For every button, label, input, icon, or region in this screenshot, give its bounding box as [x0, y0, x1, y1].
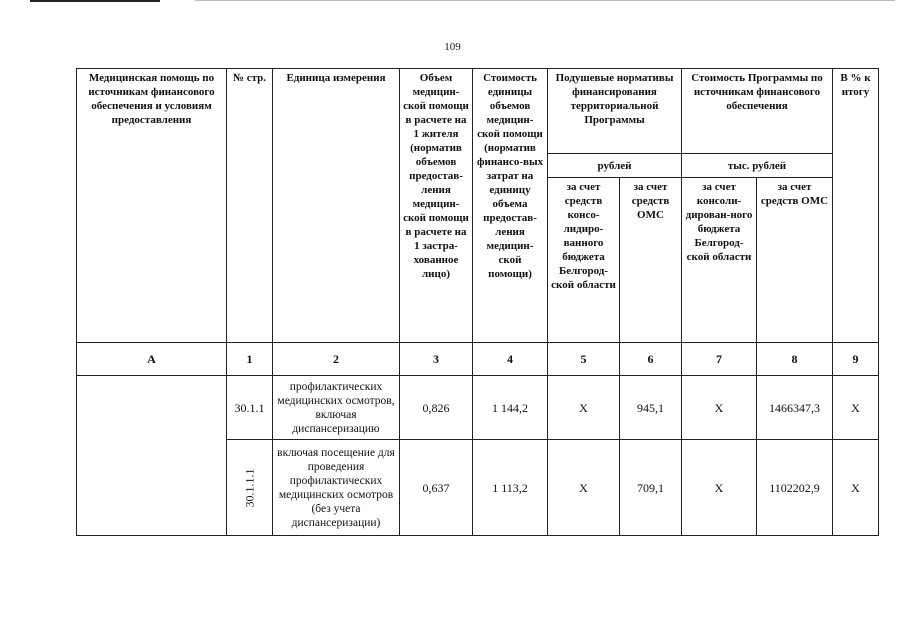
oms-per-capita-cell: 709,1 [620, 440, 682, 536]
header-oms-per-capita: за счет средств ОМС [620, 178, 682, 343]
percent-cell: Х [833, 376, 879, 440]
regional-per-capita-cell: Х [548, 376, 620, 440]
col-num: 4 [473, 343, 548, 376]
scan-edge-line [30, 0, 160, 2]
header-care-sources: Медицинская помощь по источникам финансового обеспечения и условиям предоставления [77, 69, 227, 343]
program-cost-table [76, 68, 879, 536]
oms-cost-cell: 1102202,9 [757, 440, 833, 536]
regional-cost-cell: Х [682, 376, 757, 440]
oms-per-capita-cell: 945,1 [620, 376, 682, 440]
col-num: 9 [833, 343, 879, 376]
header-unit-thousand-rubles: тыс. рублей [682, 154, 833, 178]
volume-cell: 0,826 [400, 376, 473, 440]
regional-cost-cell: Х [682, 440, 757, 536]
line-number-cell: 30.1.1 [227, 376, 273, 440]
col-num: 7 [682, 343, 757, 376]
header-percent-total: В % к итогу [833, 69, 879, 343]
unit-cost-cell: 1 144,2 [473, 376, 548, 440]
header-per-capita-norms: Подушевые нормативы финансирования территориальной Программы [548, 69, 682, 154]
header-oms-cost: за счет средств ОМС [757, 178, 833, 343]
header-volume: Объем медицин-ской помощи в расчете на 1 жителя (норматив объемов предостав-ления медицин-ской помощи в расчете на 1 застра-хованное лицо) [400, 69, 473, 343]
header-line-number: № стр. [227, 69, 273, 343]
unit-cell: профилактических медицинских осмотров, включая диспансеризацию [273, 376, 400, 440]
col-num: 5 [548, 343, 620, 376]
percent-cell: Х [833, 440, 879, 536]
line-number-rotated: 30.1.1.1 [242, 468, 257, 507]
table-row [77, 376, 879, 440]
col-num: А [77, 343, 227, 376]
col-num: 1 [227, 343, 273, 376]
col-num: 8 [757, 343, 833, 376]
care-source-cell [77, 376, 227, 536]
regional-per-capita-cell: Х [548, 440, 620, 536]
column-numbering-row [77, 343, 879, 376]
col-num: 2 [273, 343, 400, 376]
unit-cell: включая посещение для проведения профилактических медицинских осмотров (без учета диспансеризации) [273, 440, 400, 536]
header-program-cost: Стоимость Программы по источникам финансового обеспечения [682, 69, 833, 154]
scan-edge-line-faint [195, 0, 895, 1]
col-num: 6 [620, 343, 682, 376]
col-num: 3 [400, 343, 473, 376]
unit-cost-cell: 1 113,2 [473, 440, 548, 536]
page-number: 109 [444, 41, 461, 53]
header-regional-budget-per-capita: за счет средств консо-лидиро-ванного бюджета Белгород-ской области [548, 178, 620, 343]
header-unit: Единица измерения [273, 69, 400, 343]
header-unit-cost: Стоимость единицы объемов медицин-ской помощи (норматив финансо-вых затрат на единицу объема предостав-ления медицин-ской помощи) [473, 69, 548, 343]
line-number-cell [227, 440, 273, 536]
header-regional-budget-cost: за счет консоли-дирован-ного бюджета Белгород-ской области [682, 178, 757, 343]
header-unit-rubles: рублей [548, 154, 682, 178]
volume-cell: 0,637 [400, 440, 473, 536]
oms-cost-cell: 1466347,3 [757, 376, 833, 440]
